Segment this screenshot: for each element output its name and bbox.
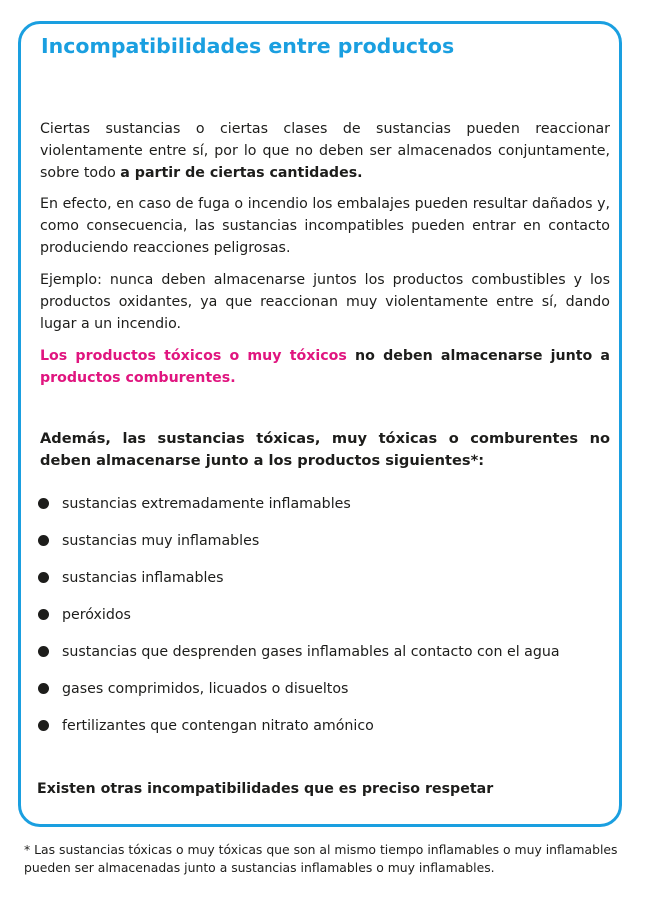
page-title: Incompatibilidades entre productos (41, 34, 455, 58)
list-item (38, 522, 560, 559)
bullet-icon (38, 646, 49, 657)
bullet-icon (38, 498, 49, 509)
paragraph-intro-text: Ciertas sustancias o ciertas clases de sustancias pueden reaccionar violentamente entre sí, por lo que no deben ser almacenados conjuntamente, sobre todo (40, 121, 610, 181)
list-item (38, 633, 560, 670)
paragraph-intro (40, 118, 610, 184)
content-panel (18, 21, 622, 827)
paragraph-leak: En efecto, en caso de fuga o incendio los embalajes pueden resultar dañados y, como consecuencia, las sustancias incompatibles pueden entrar en contacto produciendo reacciones peligrosas. (40, 196, 610, 256)
list-item (38, 707, 560, 744)
list-item-label: sustancias que desprenden gases inflamables al contacto con el agua (62, 643, 560, 660)
paragraph-warning (40, 345, 610, 389)
footnote: * Las sustancias tóxicas o muy tóxicas que son al mismo tiempo inflamables o muy inflamables pueden ser almacenadas junto a sustancias inflamables o muy inflamables. (24, 842, 618, 875)
bullet-icon (38, 535, 49, 546)
list-item-label: fertilizantes que contengan nitrato amónico (62, 717, 374, 734)
list-item-label: sustancias extremadamente inflamables (62, 495, 351, 512)
paragraph-example: Ejemplo: nunca deben almacenarse juntos los productos combustibles y los productos oxidantes, ya que reaccionan muy violentamente entre sí, dando lugar a un incendio. (40, 272, 610, 332)
warning-connector: no deben almacenarse junto a (346, 348, 611, 364)
warning-oxidizing-products: productos comburentes. (40, 370, 236, 386)
bullet-icon (38, 609, 49, 620)
bullet-icon (38, 683, 49, 694)
list-item-label: sustancias inflamables (62, 569, 224, 586)
list-item (38, 596, 560, 633)
bullet-icon (38, 572, 49, 583)
list-item-label: peróxidos (62, 606, 131, 623)
closing-statement: Existen otras incompatibilidades que es preciso respetar (37, 781, 494, 797)
bullet-icon (38, 720, 49, 731)
list-item-label: sustancias muy inflamables (62, 532, 260, 549)
list-item (38, 559, 560, 596)
paragraph-intro-emphasis: a partir de ciertas cantidades. (120, 165, 363, 181)
list-item-label: gases comprimidos, licuados o disueltos (62, 680, 349, 697)
warning-toxic-products: Los productos tóxicos o muy tóxicos (40, 348, 347, 364)
list-item (38, 670, 560, 707)
incompatible-products-list (38, 485, 560, 744)
list-item (38, 485, 560, 522)
paragraph-list-intro: Además, las sustancias tóxicas, muy tóxicas o comburentes no deben almacenarse junto a los productos siguientes*: (40, 430, 610, 469)
